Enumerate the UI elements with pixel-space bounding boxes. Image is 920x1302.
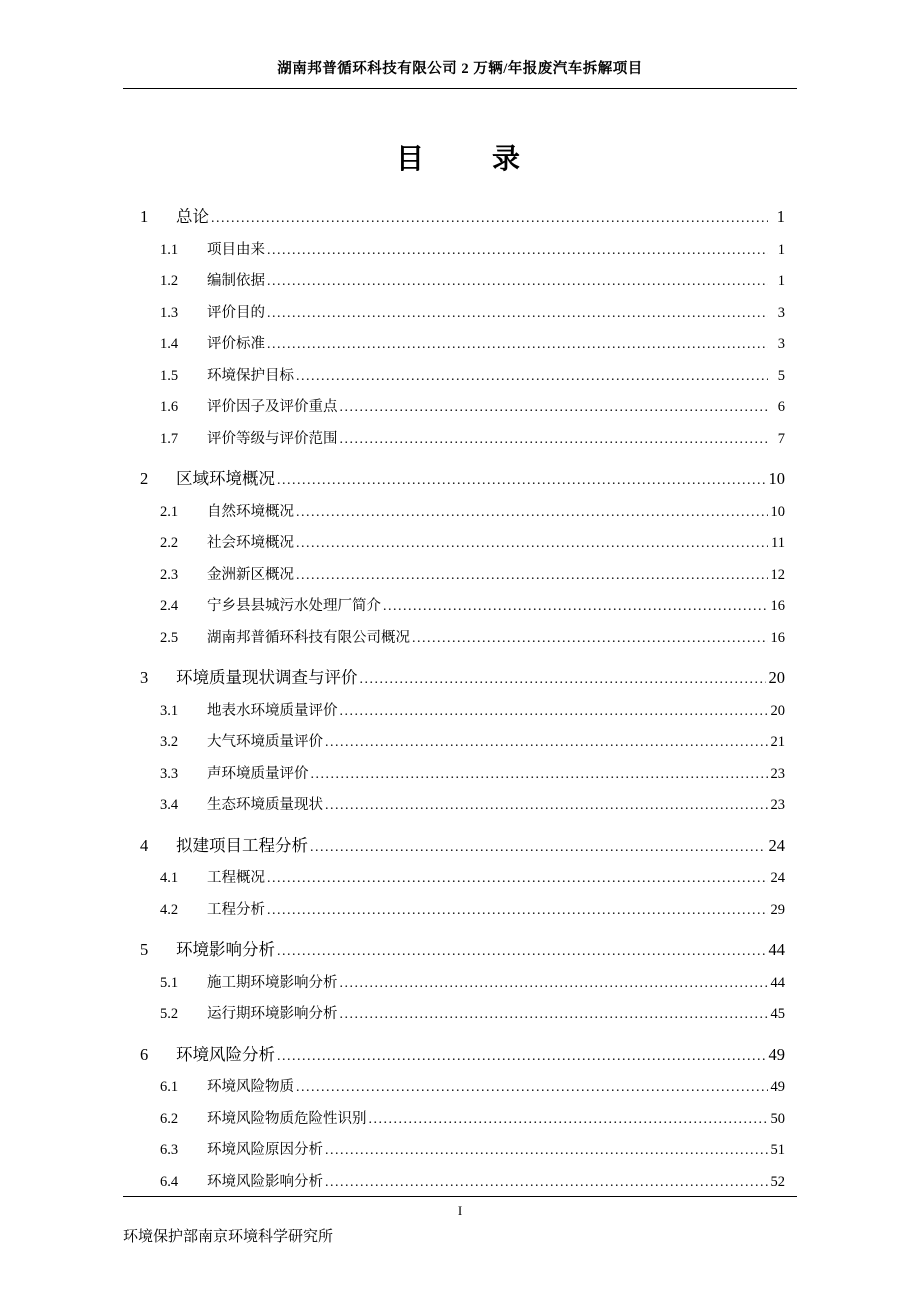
toc-entry-title: 施工期环境影响分析 [207,974,338,991]
toc-item-row [123,1072,785,1104]
toc-entry-number: 1.7 [160,430,179,447]
toc-dot-leader [360,663,766,696]
toc-entry-title: 环境风险物质 [207,1079,294,1096]
page-number: I [457,1203,463,1218]
toc-entry-title: 总论 [176,207,209,227]
toc-entry-title: 宁乡县县城污水处理厂简介 [207,598,381,615]
toc-item-row [123,968,785,1000]
toc-entry-number: 1.4 [160,336,179,353]
toc-dot-leader [412,623,768,655]
toc-entry-page: 3 [777,304,785,321]
toc-chapter-row [123,464,785,497]
toc-entry-page: 44 [768,940,785,960]
toc-entry-number: 2 [140,469,149,489]
toc-entry-number: 3.3 [160,765,179,782]
toc-item-row [123,560,785,592]
toc-dot-leader [277,935,766,968]
toc-item-row [123,361,785,393]
toc-dot-leader [383,591,768,623]
toc-entry-page: 45 [770,1006,785,1023]
toc-entry-page: 44 [770,974,785,991]
toc-dot-leader [267,266,768,298]
toc-item-row [123,727,785,759]
toc-entry-page: 23 [770,797,785,814]
toc-dot-leader [267,895,768,927]
toc-entry-number: 6.3 [160,1142,179,1159]
toc-entry-page: 52 [770,1173,785,1190]
toc-entry-title: 工程分析 [207,901,265,918]
toc-entry-title: 评价目的 [207,304,265,321]
toc-dot-leader [296,361,768,393]
toc-dot-leader [296,497,768,529]
toc-entry-number: 1.5 [160,367,179,384]
toc-dot-leader [311,759,768,791]
toc-entry-number: 3.4 [160,797,179,814]
toc-entry-number: 1.1 [160,241,179,258]
page-title: 目 录 [395,143,524,175]
toc-item-row [123,528,785,560]
toc-item-row [123,424,785,456]
toc-item-row [123,392,785,424]
toc-entry-title: 区域环境概况 [176,469,275,489]
toc-entry-title: 环境保护目标 [207,367,294,384]
toc-dot-leader [267,298,768,330]
toc-item-row [123,497,785,529]
toc-entry-number: 4.1 [160,870,179,887]
toc-entry-page: 24 [768,835,785,855]
toc-entry-number: 5.1 [160,974,179,991]
toc-item-row [123,759,785,791]
toc-dot-leader [296,528,768,560]
toc-entry-number: 1.3 [160,304,179,321]
toc-entry-page: 5 [777,367,785,384]
toc-entry-number: 6 [140,1044,149,1064]
toc-entry-title: 环境风险分析 [176,1044,275,1064]
toc-dot-leader [340,696,768,728]
toc-entry-title: 生态环境质量现状 [207,797,323,814]
toc-entry-number: 5 [140,940,149,960]
toc-entry-title: 声环境质量评价 [207,765,309,782]
toc-entry-page: 11 [771,535,785,552]
toc-dot-leader [267,329,768,361]
toc-entry-number: 5.2 [160,1006,179,1023]
toc-entry-title: 编制依据 [207,273,265,290]
toc-entry-page: 20 [770,702,785,719]
footer-divider [123,1196,797,1197]
toc-item-row [123,863,785,895]
document-body [123,143,797,1199]
toc-item-row [123,329,785,361]
toc-entry-number: 1 [140,207,149,227]
toc-entry-page: 23 [770,765,785,782]
toc-entry-number: 6.4 [160,1173,179,1190]
toc-entry-title: 评价等级与评价范围 [207,430,338,447]
toc-entry-title: 拟建项目工程分析 [176,835,308,855]
toc-item-row [123,790,785,822]
toc-dot-leader [325,727,768,759]
toc-entry-title: 工程概况 [207,870,265,887]
toc-chapter-row [123,202,785,235]
toc-entry-number: 2.1 [160,503,179,520]
toc-entry-number: 1.6 [160,399,179,416]
toc-entry-number: 2.5 [160,629,179,646]
toc-entry-number: 2.4 [160,598,179,615]
toc-dot-leader [267,863,768,895]
toc-entry-number: 6.2 [160,1110,179,1127]
toc-dot-leader [340,424,769,456]
toc-entry-number: 4 [140,835,149,855]
toc-item-row [123,623,785,655]
toc-entry-number: 2.3 [160,566,179,583]
toc-item-row [123,266,785,298]
toc-entry-page: 49 [770,1079,785,1096]
toc-item-row [123,999,785,1031]
toc-entry-title: 自然环境概况 [207,503,294,520]
toc-entry-title: 评价标准 [207,336,265,353]
toc-item-row [123,1104,785,1136]
toc-entry-page: 16 [770,629,785,646]
toc-entry-page: 7 [777,430,785,447]
toc-entry-page: 1 [777,241,785,258]
toc-entry-title: 评价因子及评价重点 [207,399,338,416]
toc-entry-page: 1 [777,273,785,290]
toc-item-row [123,298,785,330]
toc-entry-title: 社会环境概况 [207,535,294,552]
document-header [123,0,797,89]
toc-dot-leader [310,831,766,864]
toc-entry-page: 24 [770,870,785,887]
toc-item-row [123,1135,785,1167]
toc-entry-page: 20 [768,668,785,688]
toc-entry-title: 环境风险原因分析 [207,1142,323,1159]
toc-dot-leader [325,1167,768,1199]
toc-dot-leader [340,968,768,1000]
toc-item-row [123,895,785,927]
toc-entry-number: 3.2 [160,734,179,751]
toc-entry-title: 大气环境质量评价 [207,734,323,751]
header-title: 湖南邦普循环科技有限公司 2 万辆/年报废汽车拆解项目 [277,61,643,77]
toc-entry-page: 50 [770,1110,785,1127]
toc-dot-leader [325,790,768,822]
toc-entry-number: 2.2 [160,535,179,552]
toc-item-row [123,235,785,267]
toc-entry-number: 1.2 [160,273,179,290]
toc-entry-number: 6.1 [160,1079,179,1096]
toc-entry-page: 1 [776,207,785,227]
toc-dot-leader [369,1104,768,1136]
toc-chapter-row [123,1040,785,1073]
toc-entry-title: 环境影响分析 [176,940,275,960]
toc-dot-leader [296,1072,768,1104]
toc-chapter-row [123,831,785,864]
toc-dot-leader [211,202,768,235]
toc-dot-leader [296,560,768,592]
toc-entry-page: 16 [770,598,785,615]
footer-organization: 环境保护部南京环境科学研究所 [123,1229,334,1245]
toc-dot-leader [267,235,768,267]
toc-dot-leader [325,1135,768,1167]
toc-dot-leader [340,392,769,424]
toc-entry-page: 51 [770,1142,785,1159]
toc-chapter-row [123,935,785,968]
toc-entry-title: 项目由来 [207,241,265,258]
toc-entry-page: 29 [770,901,785,918]
toc-entry-number: 3 [140,668,149,688]
toc-item-row [123,591,785,623]
toc-entry-number: 3.1 [160,702,179,719]
toc-item-row [123,1167,785,1199]
toc-chapter-row [123,663,785,696]
toc-entry-page: 21 [770,734,785,751]
toc-entry-page: 12 [770,566,785,583]
document-footer [123,1196,797,1245]
toc-entry-title: 湖南邦普循环科技有限公司概况 [207,629,410,646]
toc-item-row [123,696,785,728]
toc-entry-title: 地表水环境质量评价 [207,702,338,719]
toc-entry-page: 6 [777,399,785,416]
toc-dot-leader [277,1040,766,1073]
toc-entry-page: 10 [770,503,785,520]
toc-entry-title: 金洲新区概况 [207,566,294,583]
toc-entry-page: 3 [777,336,785,353]
toc-entry-title: 环境风险影响分析 [207,1173,323,1190]
toc-entry-title: 运行期环境影响分析 [207,1006,338,1023]
toc-entry-number: 4.2 [160,901,179,918]
toc-entry-page: 10 [768,469,785,489]
toc-entry-title: 环境风险物质危险性识别 [207,1110,367,1127]
toc-entry-page: 49 [768,1044,785,1064]
table-of-contents [123,202,797,1198]
toc-entry-title: 环境质量现状调查与评价 [176,668,358,688]
toc-dot-leader [277,464,766,497]
toc-dot-leader [340,999,768,1031]
